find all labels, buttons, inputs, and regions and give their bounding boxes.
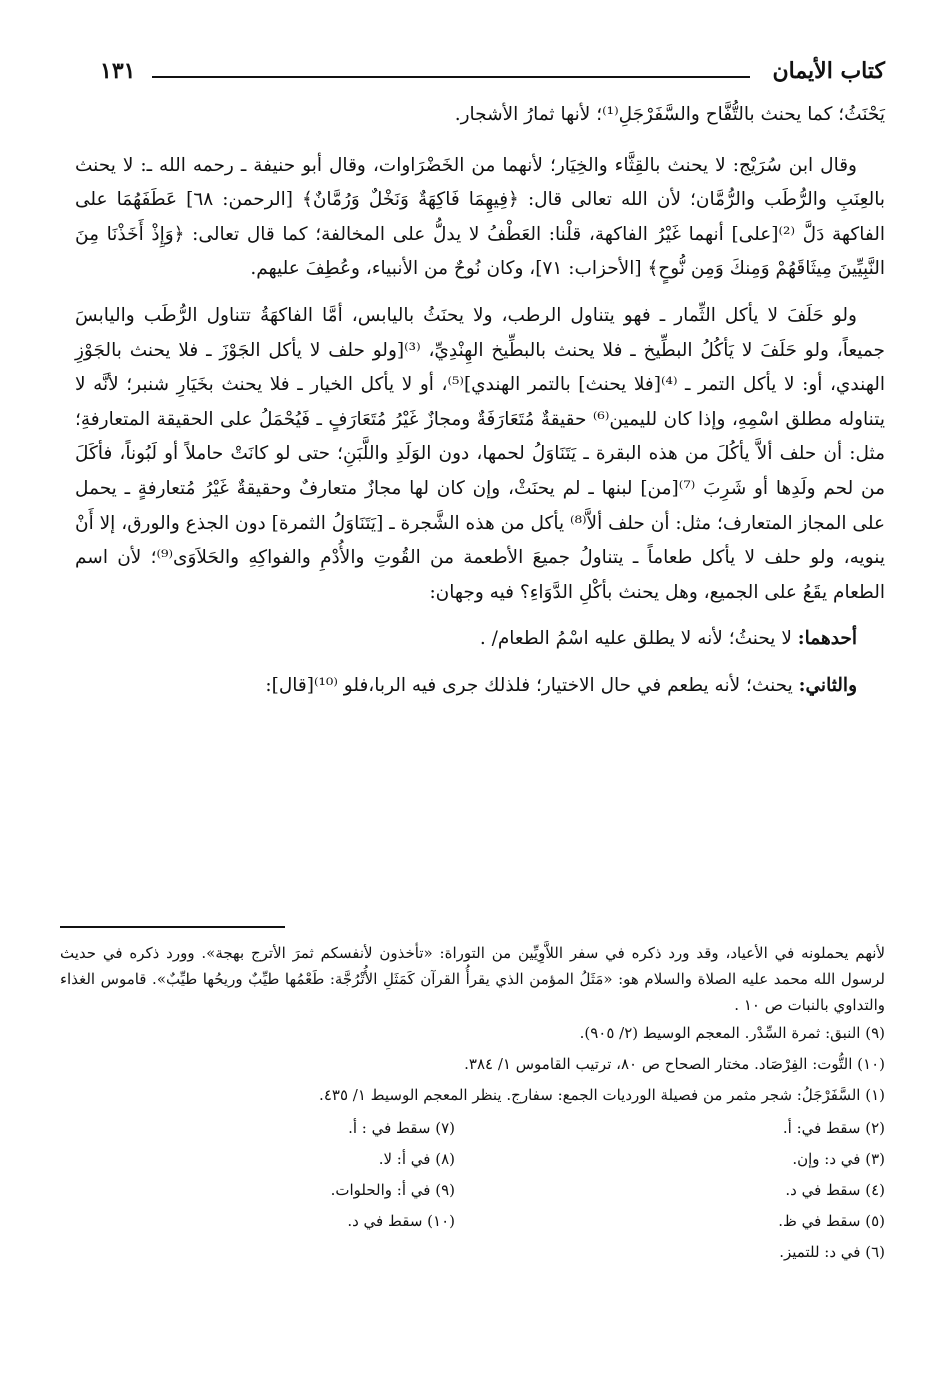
footnote-rule: [60, 926, 285, 928]
page-header: [100, 58, 885, 98]
footnote-variant: (٧) سقط في : أ.: [348, 1119, 455, 1137]
header-rule: [152, 76, 750, 78]
footnote-variant-empty: [60, 1237, 455, 1268]
paragraph-4: [75, 622, 885, 657]
footnote-variants-grid: [60, 1113, 885, 1268]
footnote-variant: (٢) سقط في: أ.: [782, 1119, 885, 1137]
footnote-variant: (٨) في أ: لا.: [378, 1150, 455, 1168]
footnote-variant: (٥) سقط في ظ.: [778, 1212, 885, 1230]
footnote-variant: (٣) في د: وإن.: [792, 1150, 885, 1168]
footnote-10-tut: (١٠) التُّوت: الفِرْصَاد. مختار الصحاح ص ٨٠، ترتيب القاموس ١/ ٣٨٤.: [464, 1055, 885, 1073]
paragraph-1: يَحْنَثُ؛ كما يحنث بالتُّفَّاح والسَّفَرْجَلِ⁽¹⁾؛ لأنها ثمارُ الأشجار.: [454, 104, 885, 125]
paragraph-5: [75, 669, 885, 704]
paragraph-4-text: لا يحنثُ؛ لأنه لا يطلق عليه اسْمُ الطعام/ .: [479, 628, 792, 650]
main-text: [75, 98, 885, 716]
footnote-variant: (٦) في د: للتميز.: [779, 1243, 885, 1261]
footnote-continued: لأنهم يحملونه في الأعياد، وقد ورد ذكره في سفر اللاَّوِيِّين من التوراة: «تأخذون لأنفسكم ثمرَ الأترج بهجة». وورد ذكره في حديث لرسول الله محمد عليه الصلاة والسلام هو: «مَثَلُ المؤمن الذي يقرأُ القرآن كَمَثَلِ الأُتْرُجَّة: طَعْمُها طيِّبٌ وريحُها طيِّبٌ». قاموس الغذاء والتداوي بالنبات ص ١٠ .: [60, 944, 885, 1014]
paragraph-5-text: يحنث؛ لأنه يطعم في حال الاختيار؛ فلذلك جرى فيه الربا،فلو ⁽¹⁰⁾[قال]:: [265, 674, 793, 696]
paragraph-2: وقال ابن سُرَيْج: لا يحنث بالقِثَّاء والخِيَار؛ لأنهما من الخَضْرَاوات، وقال أبو حنيفة ـ رحمه الله ـ: لا يحنث بالعِنَبِ والرُّطَب والرُّمَّان؛ لأن الله تعالى قال: ﴿فِيهِمَا فَاكِهَةٌ وَنَخْلٌ وَرُمَّانٌ﴾ [الرحمن: ٦٨] عَطَفَهُمَا على الفاكهة دَلَّ ⁽²⁾[على] أنهما غَيْرُ الفاكهة، قلْنا: العَطْفُ لا يدلُّ على المخالفة؛ كما قال تعالى: ﴿وَإِذْ أَخَذْنَا مِنَ النَّبِيِّينَ مِيثَاقَهُمْ وَمِنكَ وَمِن نُّوحٍ﴾ [الأحزاب: ٧١]، وكان نُوحٌ من الأنبياء، وعُطِفَ عليهم.: [75, 154, 885, 280]
footnote-1-safarjal: (١) السَّفَرْجَلُ: شجر مثمر من فصيلة الورديات الجمع: سفارج. ينظر المعجم الوسيط ١/ ٤٣٥.: [319, 1086, 885, 1104]
paragraph-3: ولو حَلَفَ لا يأكل الثِّمار ـ فهو يتناول الرطب، ولا يحنَثُ باليابس، أمَّا الفاكهَةُ تتناول الرُّطَب واليابسَ جميعاً، ولو حَلَفَ لا يَأكُلُ البطِّيخ ـ فلا يحنث بالبطِّيخ الهِنْدِيِّ، ⁽³⁾[ولو حلف لا يأكل الجَوْزَ ـ فلا يحنث بالجَوْزِ الهندي، أو: لا يأكل التمر ـ ⁽⁴⁾[فلا يحنث] بالتمر الهندي]⁽⁵⁾، أو لا يأكل الخيار ـ فلا يحنث بخَيَارِ شنبر؛ لأنَّه لا يتناوله مطلق اسْمِهِ، وإذا كان لليمين⁽⁶⁾ حقيقةٌ مُتَعَارَفَةٌ ومجازٌ غَيْرُ مُتَعَارَفٍ ـ فَيُحْمَلُ على الحقيقة المتعارفةِ؛ مثل: أن حلف ألاَّ يأكُلَ من هذه البقرة ـ يَتَنَاوَلُ لحمها، دون الوَلَدِ واللَّبَنِ؛ حتى لو كانَتْ حاملاً أو لَبُوناً، فأكَلَ من لحم ولَدِها أو شَرِبَ ⁽⁷⁾[من] لبنها ـ لم يحنَثْ، وإن كان لها مجازٌ متعارفٌ وحقيقةٌ غَيْرُ مُتعارفةٍ ـ يحمل على المجاز المتعارف؛ مثل: أن حلف ألاَّ⁽⁸⁾ يأكل من هذه الشَّجرة ـ [يَتَنَاوَلُ الثمرة] دون الجذع والورق، إلا أَنْ ينويه، ولو حلف لا يأكل طعاماً ـ يتناولُ جميعَ الأطعمة من القُوتِ والأُدْمِ والفواكِهِ والحَلاَوَى⁽⁹⁾؛ لأن اسم الطعام يقَعُ على الجميع، وهل يحنث بأكْلِ الدَّوَاءِ؟ فيه وجهان:: [75, 304, 886, 603]
footnote-variant: (٩) في أ: والحلوات.: [330, 1181, 455, 1199]
footnotes: [60, 940, 885, 1268]
paragraph-5-label: والثاني:: [798, 674, 857, 696]
footnote-9-nabq: (٩) النبق: ثمرة السِّدْر. المعجم الوسيط (٢/ ٩٠٥).: [579, 1024, 885, 1042]
footnote-variant: (٤) سقط في د.: [785, 1181, 885, 1199]
page-number: ١٣١: [100, 58, 136, 84]
book-title: كتاب الأيمان: [772, 58, 885, 84]
footnote-variant: (١٠) سقط في د.: [347, 1212, 455, 1230]
paragraph-4-label: أحدهما:: [797, 628, 857, 650]
